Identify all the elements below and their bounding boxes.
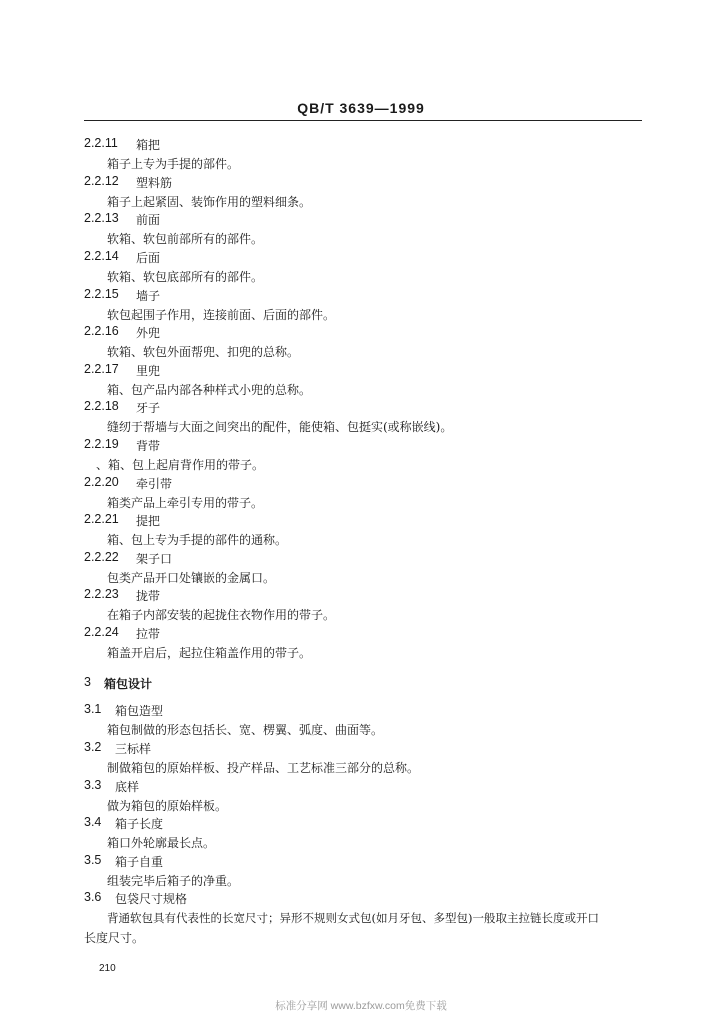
- subsection-definition: 箱包制做的形态包括长、宽、楞翼、弧度、曲面等。: [107, 723, 384, 737]
- term-definition: 箱、包上专为手提的部件的通称。: [107, 533, 288, 547]
- subsection-number: 3.4: [84, 815, 102, 829]
- term-name: 提把: [136, 514, 161, 528]
- term-number: 2.2.12: [84, 174, 119, 188]
- term-number: 2.2.17: [84, 362, 119, 376]
- subsection-number: 3.3: [84, 778, 102, 792]
- term-number: 2.2.22: [84, 550, 119, 564]
- term-definition: 箱子上专为手提的部件。: [107, 157, 240, 171]
- term-number: 2.2.19: [84, 437, 119, 451]
- term-name: 里兜: [136, 364, 161, 378]
- subsection-definition: 组装完毕后箱子的净重。: [107, 874, 240, 888]
- term-number: 2.2.18: [84, 399, 119, 413]
- term-definition: 缝纫于帮墙与大面之间突出的配件，能使箱、包挺实(或称嵌线)。: [107, 420, 453, 434]
- term-name: 后面: [136, 251, 161, 265]
- term-number: 2.2.14: [84, 249, 119, 263]
- subsection-name: 底样: [115, 780, 140, 794]
- term-name: 箱把: [136, 138, 161, 152]
- term-name: 背带: [136, 439, 161, 453]
- header-rule: [84, 120, 642, 121]
- term-name: 拉带: [136, 627, 161, 641]
- subsection-name: 箱子自重: [115, 855, 164, 869]
- subsection-number: 3.2: [84, 740, 102, 754]
- term-number: 2.2.16: [84, 324, 119, 338]
- term-name: 拢带: [136, 589, 161, 603]
- subsection-number: 3.5: [84, 853, 102, 867]
- section-number: 3: [84, 675, 91, 689]
- term-definition: 在箱子内部安装的起拢住衣物作用的带子。: [107, 608, 336, 622]
- subsection-definition: 箱口外轮廓最长点。: [107, 836, 216, 850]
- term-name: 架子口: [136, 552, 173, 566]
- term-definition: 、箱、包上起肩背作用的带子。: [96, 458, 265, 472]
- term-name: 牵引带: [136, 477, 173, 491]
- subsection-number: 3.6: [84, 890, 102, 904]
- subsection-definition: 背通软包具有代表性的长宽尺寸；异形不规则女式包(如月牙包、多型包)一般取主拉链长度或开口: [107, 911, 599, 925]
- subsection-number: 3.1: [84, 702, 102, 716]
- term-definition: 软包起围子作用，连接前面、后面的部件。: [107, 308, 336, 322]
- term-name: 外兜: [136, 326, 161, 340]
- term-number: 2.2.21: [84, 512, 119, 526]
- subsection-name: 包袋尺寸规格: [115, 892, 188, 906]
- page-number: 210: [99, 963, 116, 974]
- term-name: 前面: [136, 213, 161, 227]
- term-definition: 软箱、软包外面帮兜、扣兜的总称。: [107, 345, 300, 359]
- term-name: 塑料筋: [136, 176, 173, 190]
- subsection-name: 箱包造型: [115, 704, 164, 718]
- subsection-definition: 做为箱包的原始样板。: [107, 799, 228, 813]
- term-definition: 箱类产品上牵引专用的带子。: [107, 496, 264, 510]
- header-code: QB/T 3639—1999: [297, 100, 425, 116]
- subsection-name: 箱子长度: [115, 817, 164, 831]
- term-definition: 软箱、软包底部所有的部件。: [107, 270, 264, 284]
- term-definition: 箱子上起紧固、装饰作用的塑料细条。: [107, 195, 312, 209]
- term-name: 墙子: [136, 289, 161, 303]
- term-definition: 箱盖开启后，起拉住箱盖作用的带子。: [107, 646, 312, 660]
- term-number: 2.2.23: [84, 587, 119, 601]
- term-number: 2.2.15: [84, 287, 119, 301]
- term-number: 2.2.11: [84, 136, 118, 150]
- term-number: 2.2.20: [84, 475, 119, 489]
- subsection-name: 三标样: [115, 742, 152, 756]
- term-definition: 包类产品开口处镶嵌的金属口。: [107, 571, 276, 585]
- term-name: 牙子: [136, 401, 161, 415]
- term-number: 2.2.13: [84, 211, 119, 225]
- watermark: 标准分享网 www.bzfxw.com免费下载: [275, 1000, 447, 1012]
- term-definition: 软箱、软包前部所有的部件。: [107, 232, 264, 246]
- subsection-definition: 制做箱包的原始样板、投产样品、工艺标准三部分的总称。: [107, 761, 420, 775]
- subsection-definition-continued: 长度尺寸。: [84, 931, 145, 945]
- section-title: 箱包设计: [104, 677, 153, 691]
- term-number: 2.2.24: [84, 625, 119, 639]
- term-definition: 箱、包产品内部各种样式小兜的总称。: [107, 383, 312, 397]
